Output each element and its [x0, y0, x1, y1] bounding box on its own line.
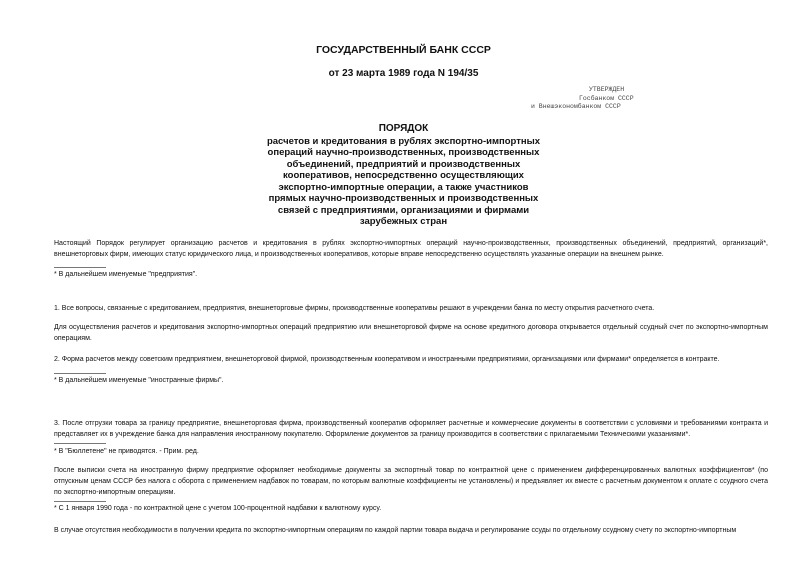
- title-line: кооперативов, непосредственно осуществляющих: [283, 170, 524, 181]
- title-line: экспортно-импортные операции, а также участников: [278, 181, 529, 193]
- title-line: операций научно-производственных, производственных: [267, 147, 540, 158]
- footnote-divider: [54, 501, 106, 502]
- footnote-divider: [54, 267, 106, 268]
- footnote: * В дальнейшем именуемые "иностранные фирмы".: [54, 377, 224, 384]
- paragraph-4: После выписки счета на иностранную фирму предприятие оформляет необходимые документы за экспортный товар по контрактной цене с применением дифференцированных валютных коэффициентов* (по отпускным ценам СССР без налога с оборота с применением надбавок по товарам, по которым валютные коэффициенты не установлены) и предъявляет их вместе с расчетным документом к оплате с ссудного счета по экспортно-импортным операциям.: [54, 467, 768, 496]
- footnote: * В "Бюллетене" не приводятся. - Прим. ред.: [54, 448, 199, 455]
- title-line: расчетов и кредитования в рублях экспортно-импортных: [266, 135, 541, 147]
- document-title: [0, 123, 807, 228]
- title-heading: ПОРЯДОК: [378, 123, 429, 134]
- paragraph-1b: Для осуществления расчетов и кредитования экспортно-импортных операций предприятию или внешнеторговой фирме на основе кредитного договора открывается отдельный ссудный счет по экспортно-импортным операциям.: [54, 324, 768, 342]
- organization-title: ГОСУДАРСТВЕННЫЙ БАНК СССР: [316, 44, 491, 56]
- paragraph-2: 2. Форма расчетов между советским предприятием, внешнеторговой фирмой, производственным кооперативом и иностранными предприятиями, организациями или фирмами* определяется в контракте.: [54, 356, 720, 363]
- title-line: прямых научно-производственных и производственных: [268, 193, 539, 204]
- approval-line-1: УТВЕРЖДЕН: [589, 86, 625, 93]
- intro-paragraph: [54, 238, 768, 260]
- footnote-divider: [54, 373, 106, 374]
- document-date-number: от 23 марта 1989 года N 194/35: [328, 68, 479, 79]
- approval-line-2: Госбанком СССР: [579, 94, 634, 102]
- approval-line-3: и Внешэкономбанком СССР: [531, 103, 621, 110]
- approval-stamp: [531, 86, 771, 112]
- footnote: * В дальнейшем именуемые "предприятия".: [54, 271, 198, 278]
- title-line: зарубежных стран: [359, 216, 448, 227]
- title-line: связей с предприятиями, организациями и фирмами: [277, 204, 530, 216]
- footnote-divider: [54, 443, 106, 444]
- paragraph-1: 1. Все вопросы, связанные с кредитованием, предприятия, внешнеторговые фирмы, производственные кооперативы решают в учреждении банка по месту открытия расчетного счета.: [54, 305, 655, 312]
- paragraph-3: 3. После отгрузки товара за границу предприятие, внешнеторговая фирма, производственный кооператив оформляет расчетные и коммерческие документы в соответствии с условиями и требованиями контракта и представляет их в учреждение банка для направления иностранному покупателю. Оформление документов за границу производится в соответствии с прилагаемыми Техническими указаниями*.: [54, 420, 768, 438]
- intro-text: Настоящий Порядок регулирует организацию расчетов и кредитования в рублях экспортно-импортных операций научно-производственных, производственных объединений, предприятий, организаций*, внешнеторговых фирм, имеющих статус юридического лица, и производственных кооперативов, которые вправе непосредственно осуществлять указанные операции на внешнем рынке.: [54, 240, 768, 258]
- title-line: объединений, предприятий и производственных: [286, 158, 521, 170]
- footnote: * С 1 января 1990 года - по контрактной цене с учетом 100-процентной надбавки к валютному курсу.: [54, 505, 382, 512]
- paragraph-5: В случае отсутствия необходимости в получении кредита по экспортно-импортным операциям по каждой партии товара выдача и регулирование ссуды по отдельному ссудному счету по экспортно-импортным: [54, 527, 737, 534]
